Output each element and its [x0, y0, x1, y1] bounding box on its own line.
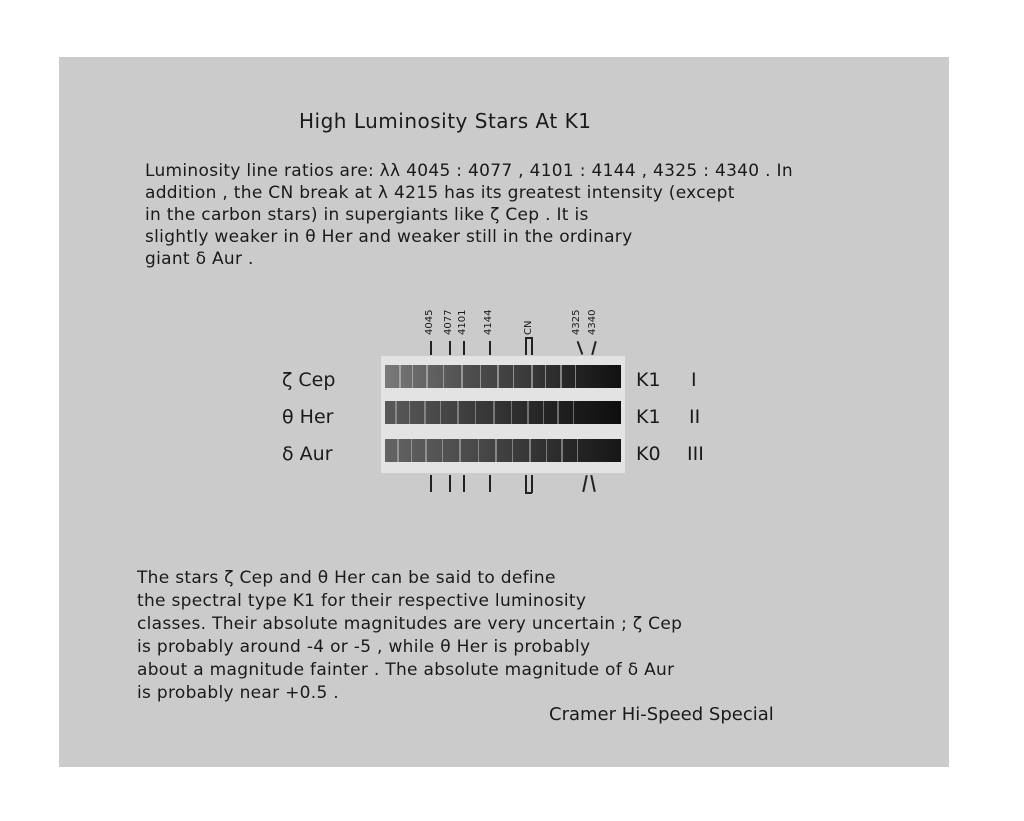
tick-mark [591, 341, 596, 355]
line-label-4144: 4144 [483, 309, 494, 335]
page-title: High Luminosity Stars At K1 [299, 109, 592, 133]
spectrum-theta-her [385, 401, 621, 424]
spectrum-image [385, 439, 621, 462]
line-label-4325: 4325 [571, 309, 582, 335]
tick-mark [582, 475, 587, 492]
star-name-theta-her: θ Her [282, 406, 334, 428]
tick-mark [463, 341, 465, 355]
outro-line: is probably near +0.5 . [137, 683, 340, 703]
spectral-type-zeta-cep: K1 [636, 369, 661, 391]
outro-line: classes. Their absolute magnitudes are very uncertain ; ζ Cep [137, 614, 683, 634]
intro-line: Luminosity line ratios are: λλ 4045 : 4077 , 4101 : 4144 , 4325 : 4340 . In [145, 161, 793, 181]
intro-line: giant δ Aur . [145, 249, 254, 269]
outro-line: The stars ζ Cep and θ Her can be said to define [137, 568, 556, 588]
tick-mark [449, 341, 451, 355]
star-name-delta-aur: δ Aur [282, 443, 333, 465]
line-label-4101: 4101 [457, 309, 468, 335]
tick-mark [531, 337, 533, 355]
spectrum-image [385, 401, 621, 424]
line-label-4045: 4045 [424, 309, 435, 335]
intro-line: slightly weaker in θ Her and weaker still in the ordinary [145, 227, 633, 247]
line-label-4340: 4340 [587, 309, 598, 335]
spectrum-delta-aur [385, 439, 621, 462]
intro-paragraph [145, 160, 865, 270]
spectral-type-delta-aur: K0 [636, 443, 661, 465]
closing-paragraph [137, 567, 897, 705]
photographic-plate-sheet [59, 57, 949, 767]
tick-mark [525, 475, 527, 493]
star-name-zeta-cep: ζ Cep [282, 369, 336, 391]
tick-mark [489, 341, 491, 355]
outro-line: is probably around -4 or -5 , while θ Her is probably [137, 637, 591, 657]
luminosity-class-theta-her: II [689, 406, 701, 428]
tick-mark [463, 475, 465, 492]
tick-mark [430, 341, 432, 355]
line-label-cn: CN [523, 320, 534, 335]
tick-mark [430, 475, 432, 492]
tick-mark [525, 492, 532, 494]
spectra-plate [381, 356, 625, 473]
tick-mark [449, 475, 451, 492]
intro-line: in the carbon stars) in supergiants like ζ Cep . It is [145, 205, 589, 225]
outro-line: the spectral type K1 for their respective luminosity [137, 591, 587, 611]
spectrum-image [385, 365, 621, 388]
line-label-4077: 4077 [443, 309, 454, 335]
tick-mark [590, 475, 595, 492]
tick-mark [525, 337, 527, 355]
tick-mark [531, 475, 533, 493]
intro-line: addition , the CN break at λ 4215 has its greatest intensity (except [145, 183, 735, 203]
luminosity-class-zeta-cep: I [691, 369, 697, 391]
tick-mark [489, 475, 491, 492]
outro-line: about a magnitude fainter . The absolute magnitude of δ Aur [137, 660, 675, 680]
spectral-type-theta-her: K1 [636, 406, 661, 428]
tick-mark [525, 337, 532, 339]
plate-credit: Cramer Hi-Speed Special [549, 704, 774, 725]
tick-mark [577, 341, 583, 355]
luminosity-class-delta-aur: III [687, 443, 704, 465]
spectrum-zeta-cep [385, 365, 621, 388]
